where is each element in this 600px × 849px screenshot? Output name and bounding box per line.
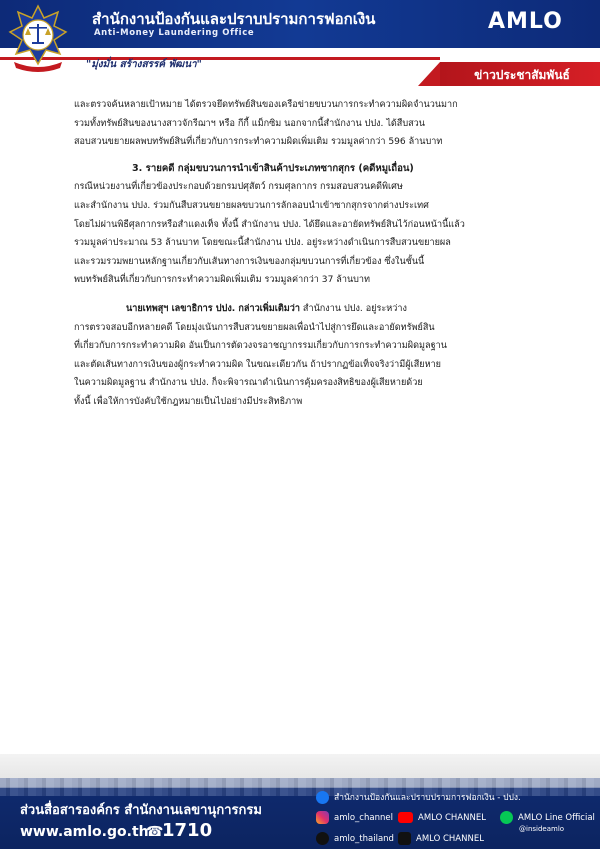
- youtube-label: AMLO CHANNEL: [418, 812, 486, 823]
- brand-logo-text: AMLO: [488, 9, 563, 34]
- line-id: @insideamlo: [519, 825, 565, 833]
- paragraph-2: [74, 178, 532, 290]
- text-line: และรวมรวมพยานหลักฐานเกี่ยวกับเส้นทางการเงินของกลุ่มขบวนการที่เกี่ยวข้อง ซึ่งในชั้นนี้: [74, 256, 425, 267]
- text-line: โดยไม่ผ่านพิธีศุลกากรหรือสำแดงเท็จ ทั้งนี้ สำนักงาน ปปง. ได้ยึดและอายัดทรัพย์สินไว้ก่อนหน้านี้แล้ว: [74, 219, 465, 230]
- section-tab-slant: [418, 62, 440, 86]
- org-name-english: Anti-Money Laundering Office: [94, 28, 255, 38]
- facebook-label: สำนักงานป้องกันและปราบปรามการฟอกเงิน - ปปง.: [334, 793, 521, 803]
- amlo-emblem-icon: [8, 4, 68, 72]
- footer-hotline[interactable]: 1710: [162, 820, 213, 841]
- line-label: AMLO Line Official: [518, 812, 595, 823]
- instagram-link[interactable]: [316, 811, 393, 824]
- text-line: ที่เกี่ยวกับการกระทำความผิด อันเป็นการตัดวงจรอาชญากรรมเกี่ยวกับการกระทำความผิดมูลฐาน: [74, 341, 447, 352]
- x-link[interactable]: [398, 832, 484, 845]
- paragraph-1: [74, 96, 532, 152]
- instagram-label: amlo_channel: [334, 812, 393, 823]
- x-label: AMLO CHANNEL: [416, 833, 484, 844]
- section-heading-3: 3. รายคดี กลุ่มขบวนการนำเข้าสินค้าประเภทซากสุกร (คดีหมูเถื่อน): [132, 162, 414, 174]
- text-line: รวมทั้งทรัพย์สินของนางสาวจักรีฌาฯ หรือ กีกี้ แม็กซิม นอกจากนี้สำนักงาน ปปง. ได้สืบสวน: [74, 118, 425, 129]
- facebook-icon: [316, 791, 329, 804]
- text-run: สำนักงาน ปปง. อยู่ระหว่าง: [300, 303, 407, 314]
- text-line: และตรวจค้นหลายเป้าหมาย ได้ตรวจยึดทรัพย์สินของเครือข่ายขบวนการกระทำความผิดจำนวนมาก: [74, 100, 458, 110]
- text-line: รวมมูลค่าประมาณ 53 ล้านบาท โดยขณะนี้สำนักงาน ปปง. อยู่ระหว่างดำเนินการสืบสวนขยายผล: [74, 238, 451, 249]
- facebook-link[interactable]: [316, 790, 521, 804]
- tiktok-label: amlo_thailand: [334, 833, 394, 844]
- slogan: "มุ่งมั่น สร้างสรรค์ พัฒนา": [86, 59, 202, 70]
- footer-unit-name: ส่วนสื่อสารองค์กร สำนักงานเลขานุการกรม: [20, 803, 262, 818]
- phone-icon: ☎: [146, 824, 164, 840]
- tiktok-icon: [316, 832, 329, 845]
- text-line: สอบสวนขยายผลพบทรัพย์สินที่เกี่ยวกับการกระทำความผิดเพิ่มเติม รวมมูลค่ากว่า 596 ล้านบาท: [74, 137, 443, 148]
- instagram-icon: [316, 811, 329, 824]
- news-body: [74, 96, 532, 412]
- text-line: ทั้งนี้ เพื่อให้การบังคับใช้กฎหมายเป็นไปอย่างมีประสิทธิภาพ: [74, 396, 303, 407]
- text-line: พบทรัพย์สินที่เกี่ยวกับการกระทำความผิดเพิ่มเติม รวมมูลค่ากว่า 37 ล้านบาท: [74, 275, 371, 286]
- tiktok-link[interactable]: [316, 832, 394, 845]
- page-header: [0, 0, 600, 86]
- paragraph-3: [74, 300, 532, 412]
- line-icon: [500, 811, 513, 824]
- text-line: กรณีหน่วยงานที่เกี่ยวข้องประกอบด้วยกรมปศุสัตว์ กรมศุลกากร กรมสอบสวนคดีพิเศษ: [74, 182, 403, 193]
- youtube-icon: [398, 812, 413, 823]
- text-line: และสำนักงาน ปปง. ร่วมกันสืบสวนขยายผลขบวนการลักลอบนำเข้าซากสุกรจากต่างประเทศ: [74, 200, 429, 211]
- org-name-thai: สำนักงานป้องกันและปราบปรามการฟอกเงิน: [92, 10, 376, 28]
- text-line: และตัดเส้นทางการเงินของผู้กระทำความผิด ในขณะเดียวกัน ถ้าปรากฏข้อเท็จจริงว่ามีผู้เสียหาย: [74, 359, 442, 370]
- youtube-link[interactable]: [398, 812, 486, 823]
- x-icon: [398, 832, 411, 845]
- text-line: การตรวจสอบอีกหลายคดี โดยมุ่งเน้นการสืบสวนขยายผลเพื่อนำไปสู่การยึดและอายัดทรัพย์สิน: [74, 322, 435, 333]
- text-line: ในความผิดมูลฐาน สำนักงาน ปปง. ก็จะพิจารณาดำเนินการคุ้มครองสิทธิของผู้เสียหายด้วย: [74, 378, 423, 389]
- footer-website-link[interactable]: www.amlo.go.th: [20, 824, 149, 840]
- secretary-general-quote-lead: นายเทพสุฯ เลขาธิการ ปปง. กล่าวเพิ่มเติมว่า: [126, 303, 301, 314]
- section-label: ข่าวประชาสัมพันธ์: [474, 68, 570, 82]
- line-link[interactable]: [500, 811, 595, 824]
- text-line-first: [74, 300, 532, 319]
